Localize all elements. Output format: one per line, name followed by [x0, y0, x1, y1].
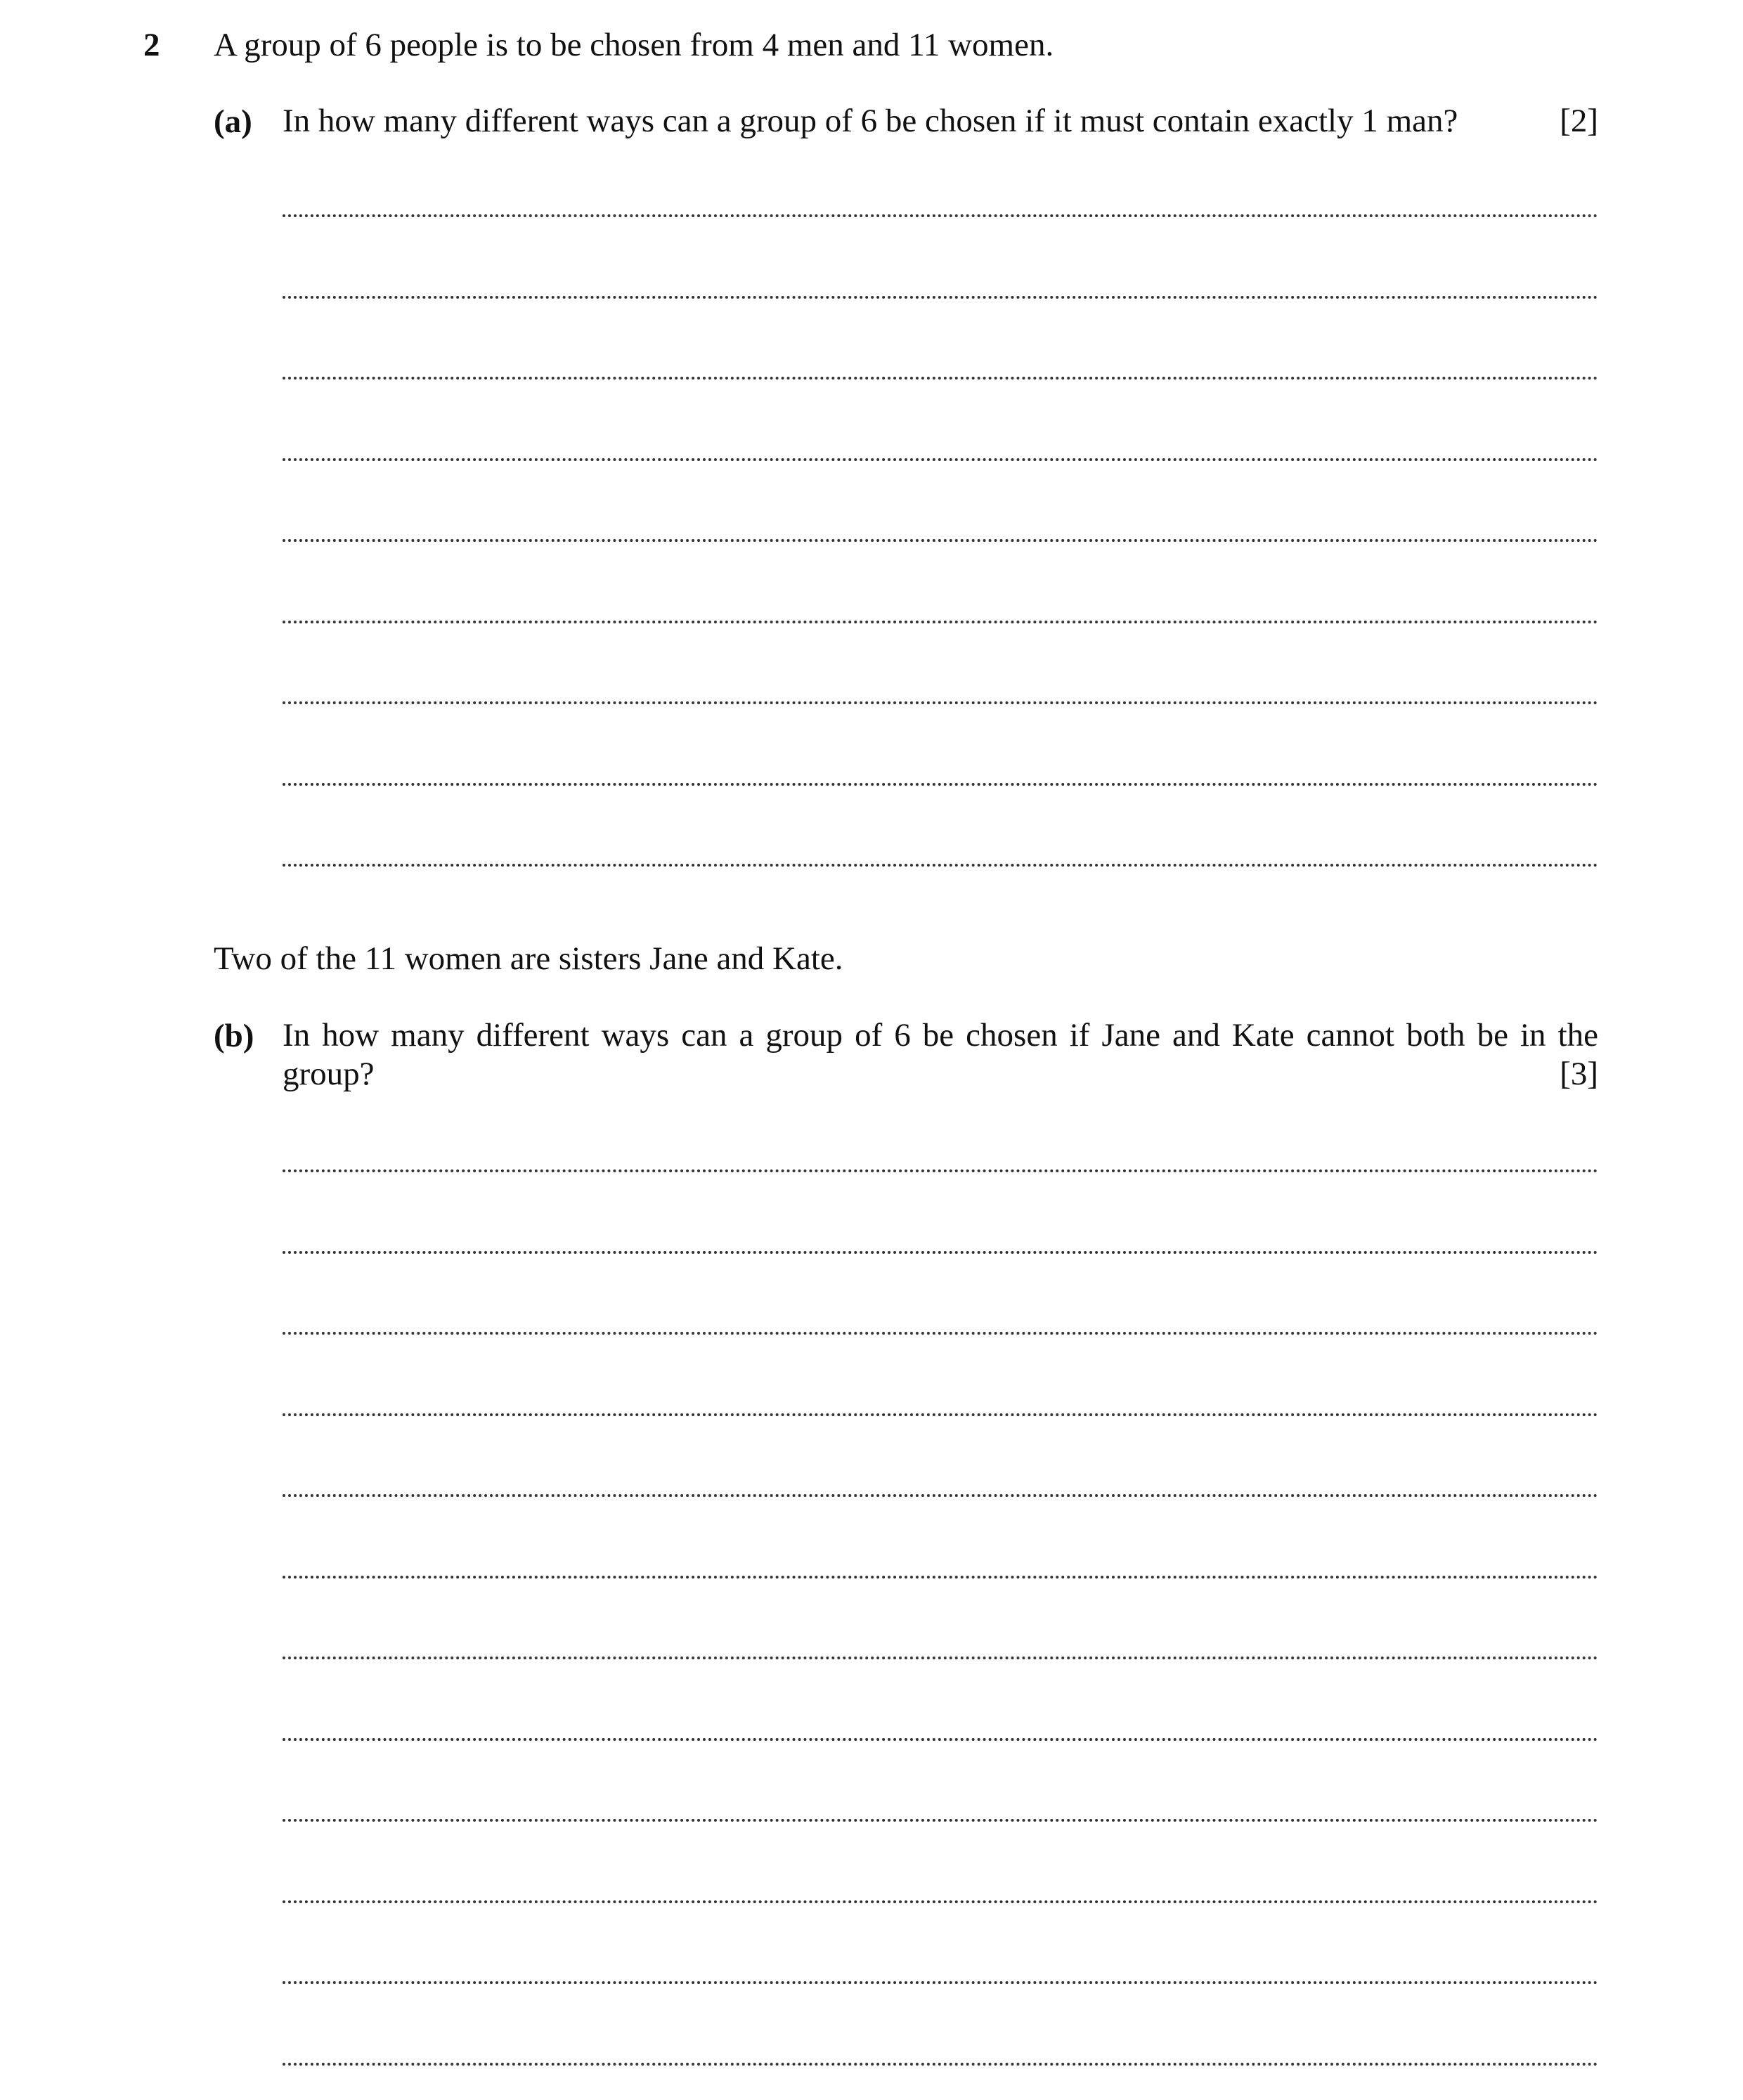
- part-b-answer-line[interactable]: [283, 2063, 1598, 2066]
- part-a-answer-line[interactable]: [283, 458, 1598, 461]
- part-b-answer-line[interactable]: [283, 1819, 1598, 1822]
- question-stem: A group of 6 people is to be chosen from 4 men and 11 women.: [214, 27, 1054, 63]
- part-a-answer-line[interactable]: [283, 864, 1598, 867]
- part-a-answer-line[interactable]: [283, 377, 1598, 380]
- part-b-text-line-1: In how many different ways can a group of 6 be chosen if Jane and Kate cannot both be in the: [283, 1017, 1598, 1054]
- part-a-label: (a): [214, 103, 252, 140]
- question-number: 2: [143, 27, 160, 63]
- part-a-answer-line[interactable]: [283, 214, 1598, 217]
- part-a-marks: [2]: [1560, 103, 1598, 139]
- part-a-answer-line[interactable]: [283, 296, 1598, 299]
- context-statement: Two of the 11 women are sisters Jane and Kate.: [214, 940, 843, 977]
- part-b-answer-line[interactable]: [283, 1169, 1598, 1172]
- part-b-answer-line[interactable]: [283, 1413, 1598, 1416]
- part-b-prompt: [283, 1016, 1598, 1094]
- part-b-marks: [3]: [1560, 1056, 1598, 1092]
- part-b-answer-line[interactable]: [283, 1657, 1598, 1659]
- part-b-label: (b): [214, 1018, 254, 1054]
- part-b-answer-line[interactable]: [283, 1900, 1598, 1903]
- part-a-text: In how many different ways can a group of 6 be chosen if it must contain exactly 1 man?: [283, 103, 1458, 139]
- part-b-answer-line[interactable]: [283, 1332, 1598, 1335]
- part-a-answer-line[interactable]: [283, 701, 1598, 704]
- part-b-answer-line[interactable]: [283, 1494, 1598, 1497]
- part-a-answer-line[interactable]: [283, 539, 1598, 542]
- part-a-answer-line[interactable]: [283, 621, 1598, 623]
- part-b-answer-line[interactable]: [283, 1576, 1598, 1579]
- part-a-prompt: [283, 102, 1598, 141]
- part-b-answer-line[interactable]: [283, 1981, 1598, 1984]
- part-a-answer-line[interactable]: [283, 783, 1598, 786]
- part-b-answer-line[interactable]: [283, 1738, 1598, 1741]
- part-b-text-line-2: group?: [283, 1056, 375, 1092]
- part-b-answer-line[interactable]: [283, 1251, 1598, 1254]
